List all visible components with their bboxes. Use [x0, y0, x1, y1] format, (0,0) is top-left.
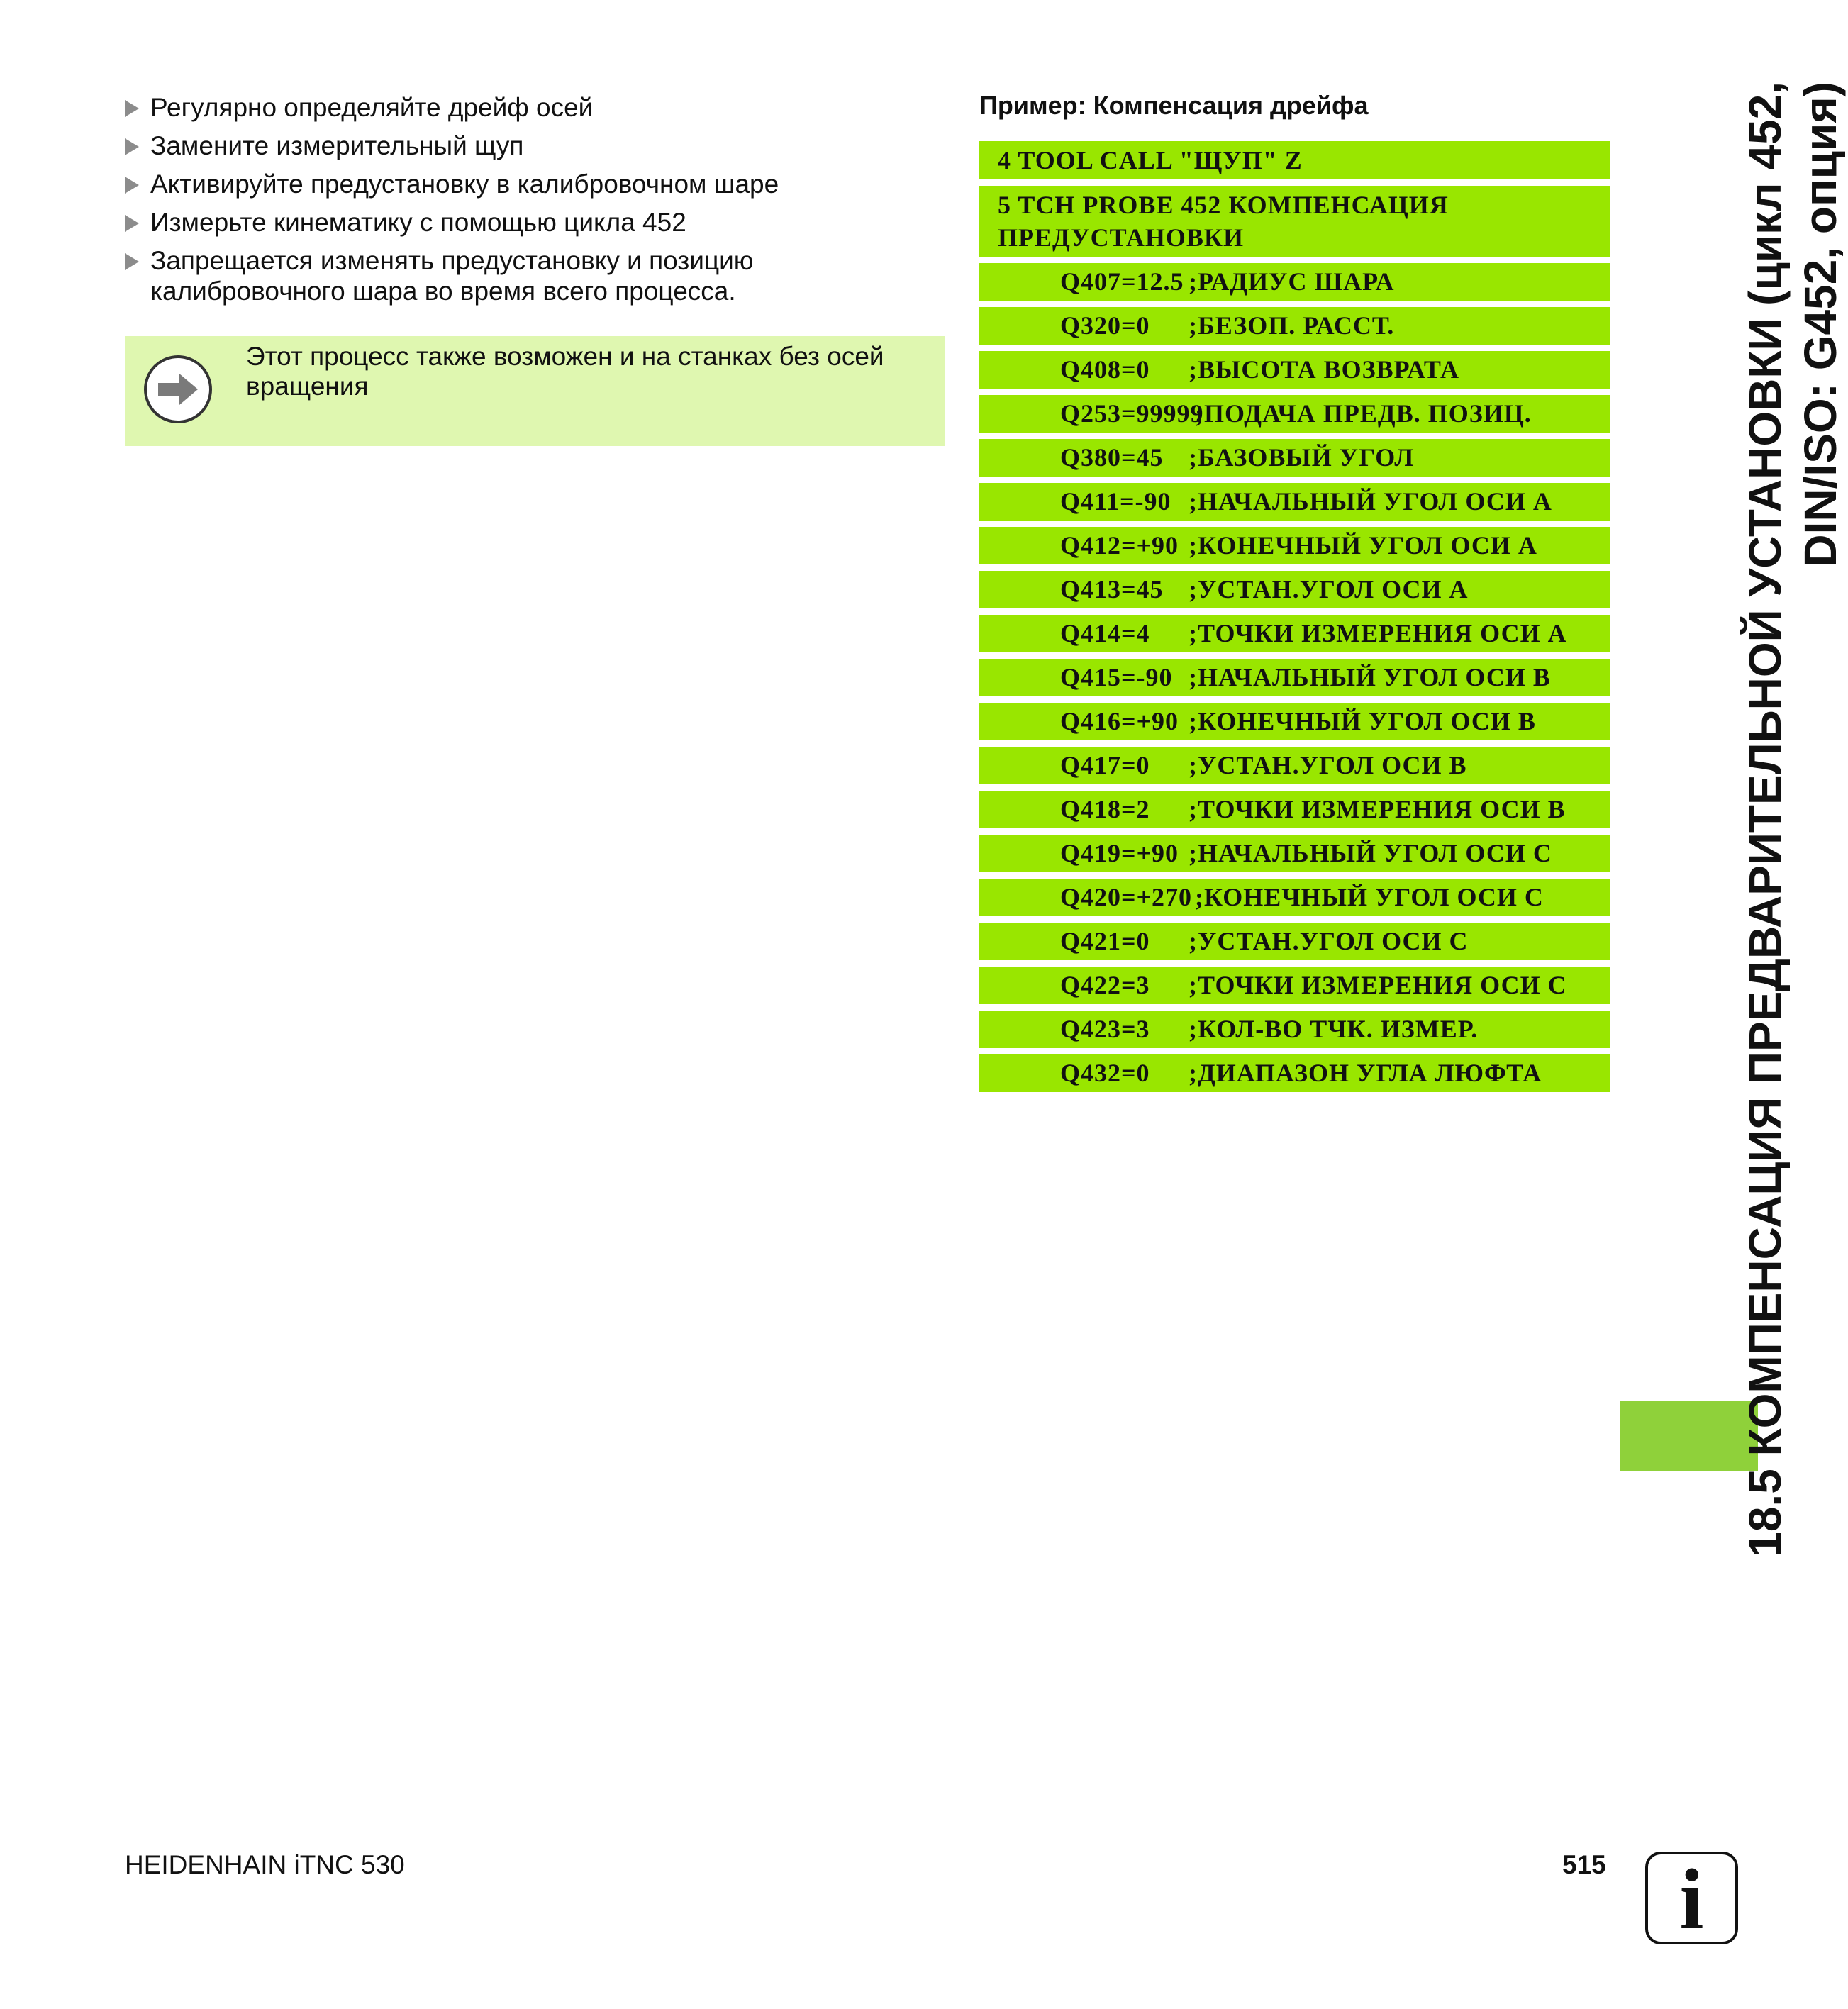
info-icon: i [1645, 1852, 1738, 1944]
nc-param-row [979, 263, 1610, 301]
param-comment: ;ТОЧКИ ИЗМЕРЕНИЯ ОСИ B [1189, 795, 1566, 823]
param-comment: ;УСТАН.УГОЛ ОСИ A [1189, 575, 1469, 603]
param-name: Q253=99999 [1060, 399, 1204, 428]
param-name: Q422=3 [1060, 971, 1150, 999]
list-item [125, 130, 940, 161]
param-comment: ;КОНЕЧНЫЙ УГОЛ ОСИ B [1189, 707, 1536, 735]
param-comment: ;КОЛ-ВО ТЧК. ИЗМЕР. [1189, 1015, 1479, 1043]
list-item-text: Измерьте кинематику с помощью цикла 452 [150, 208, 686, 237]
param-name: Q413=45 [1060, 575, 1164, 603]
param-comment: ;ТОЧКИ ИЗМЕРЕНИЯ ОСИ C [1189, 971, 1567, 999]
list-item-text: Замените измерительный щуп [150, 131, 524, 160]
param-comment: ;ДИАПАЗОН УГЛА ЛЮФТА [1189, 1059, 1542, 1087]
param-comment: ;РАДИУС ШАРА [1189, 267, 1395, 296]
param-name: Q432=0 [1060, 1059, 1150, 1087]
param-comment: ;ВЫСОТА ВОЗВРАТА [1189, 355, 1460, 384]
nc-param-row [979, 351, 1610, 389]
param-comment: ;ТОЧКИ ИЗМЕРЕНИЯ ОСИ A [1189, 619, 1567, 647]
param-comment: ;КОНЕЧНЫЙ УГОЛ ОСИ A [1189, 531, 1537, 560]
param-comment: ;УСТАН.УГОЛ ОСИ B [1189, 751, 1467, 779]
param-name: Q320=0 [1060, 311, 1150, 340]
instruction-list [125, 92, 940, 314]
list-item-text: Запрещается изменять предустановку и позицию калибровочного шара во время всего процесса. [150, 246, 754, 306]
bullet-triangle-icon [125, 177, 139, 194]
nc-param-row [979, 527, 1610, 564]
param-name: Q417=0 [1060, 751, 1150, 779]
list-item-text: Регулярно определяйте дрейф осей [150, 93, 594, 122]
param-name: Q423=3 [1060, 1015, 1150, 1043]
param-comment: ;НАЧАЛЬНЫЙ УГОЛ ОСИ A [1189, 487, 1552, 516]
nc-block: 5 TCH PROBE 452 КОМПЕНСАЦИЯ ПРЕДУСТАНОВКИ [979, 186, 1610, 257]
nc-param-row [979, 791, 1610, 828]
param-name: Q407=12.5 [1060, 267, 1184, 296]
param-comment: ;НАЧАЛЬНЫЙ УГОЛ ОСИ C [1189, 839, 1552, 867]
bullet-triangle-icon [125, 215, 139, 232]
param-name: Q416=+90 [1060, 707, 1179, 735]
nc-param-row [979, 571, 1610, 608]
footer-product: HEIDENHAIN iTNC 530 [125, 1850, 405, 1879]
nc-param-row [979, 483, 1610, 521]
nc-param-row [979, 439, 1610, 477]
nc-param-row [979, 967, 1610, 1004]
nc-param-row [979, 1011, 1610, 1048]
param-name: Q414=4 [1060, 619, 1150, 647]
page-number: 515 [1562, 1850, 1606, 1879]
note-text: Этот процесс также возможен и на станках без осей вращения [246, 342, 884, 401]
param-name: Q421=0 [1060, 927, 1150, 955]
nc-param-row [979, 307, 1610, 345]
nc-param-row [979, 879, 1610, 916]
param-name: Q408=0 [1060, 355, 1150, 384]
section-title-line: DIN/ISO: G452, опция) [1795, 82, 1846, 567]
bullet-triangle-icon [125, 100, 139, 117]
param-comment: ;БАЗОВЫЙ УГОЛ [1189, 443, 1415, 472]
bullet-triangle-icon [125, 253, 139, 270]
param-name: Q415=-90 [1060, 663, 1173, 691]
list-item [125, 207, 940, 238]
nc-param-row [979, 1054, 1610, 1092]
list-item-text: Активируйте предустановку в калибровочном шаре [150, 169, 779, 199]
list-item [125, 92, 940, 123]
note-box [125, 336, 945, 446]
nc-block: 4 TOOL CALL "ЩУП" Z [979, 141, 1610, 179]
param-name: Q418=2 [1060, 795, 1150, 823]
param-comment: ;НАЧАЛЬНЫЙ УГОЛ ОСИ B [1189, 663, 1551, 691]
param-comment: ;БЕЗОП. РАССТ. [1189, 311, 1395, 340]
nc-param-row [979, 395, 1610, 433]
nc-param-row [979, 703, 1610, 740]
param-name: Q419=+90 [1060, 839, 1179, 867]
param-name: Q380=45 [1060, 443, 1164, 472]
list-item [125, 169, 940, 199]
bullet-triangle-icon [125, 138, 139, 155]
param-comment: ;КОНЕЧНЫЙ УГОЛ ОСИ C [1195, 883, 1544, 911]
param-comment: ;УСТАН.УГОЛ ОСИ C [1189, 927, 1469, 955]
list-item [125, 245, 940, 306]
param-comment: ;ПОДАЧА ПРЕДВ. ПОЗИЦ. [1195, 399, 1532, 428]
param-name: Q412=+90 [1060, 531, 1179, 560]
section-title [1737, 82, 1848, 1642]
nc-param-row [979, 747, 1610, 784]
param-name: Q411=-90 [1060, 487, 1171, 516]
example-title: Пример: Компенсация дрейфа [979, 91, 1369, 120]
section-title-line: 18.5 КОМПЕНСАЦИЯ ПРЕДВАРИТЕЛЬНОЙ УСТАНОВКИ (цикл 452, [1740, 82, 1791, 1557]
nc-program [979, 141, 1610, 1098]
nc-param-row [979, 615, 1610, 652]
nc-param-row [979, 923, 1610, 960]
nc-param-row [979, 659, 1610, 696]
arrow-right-icon [144, 355, 212, 423]
nc-param-row [979, 835, 1610, 872]
param-name: Q420=+270 [1060, 883, 1193, 911]
